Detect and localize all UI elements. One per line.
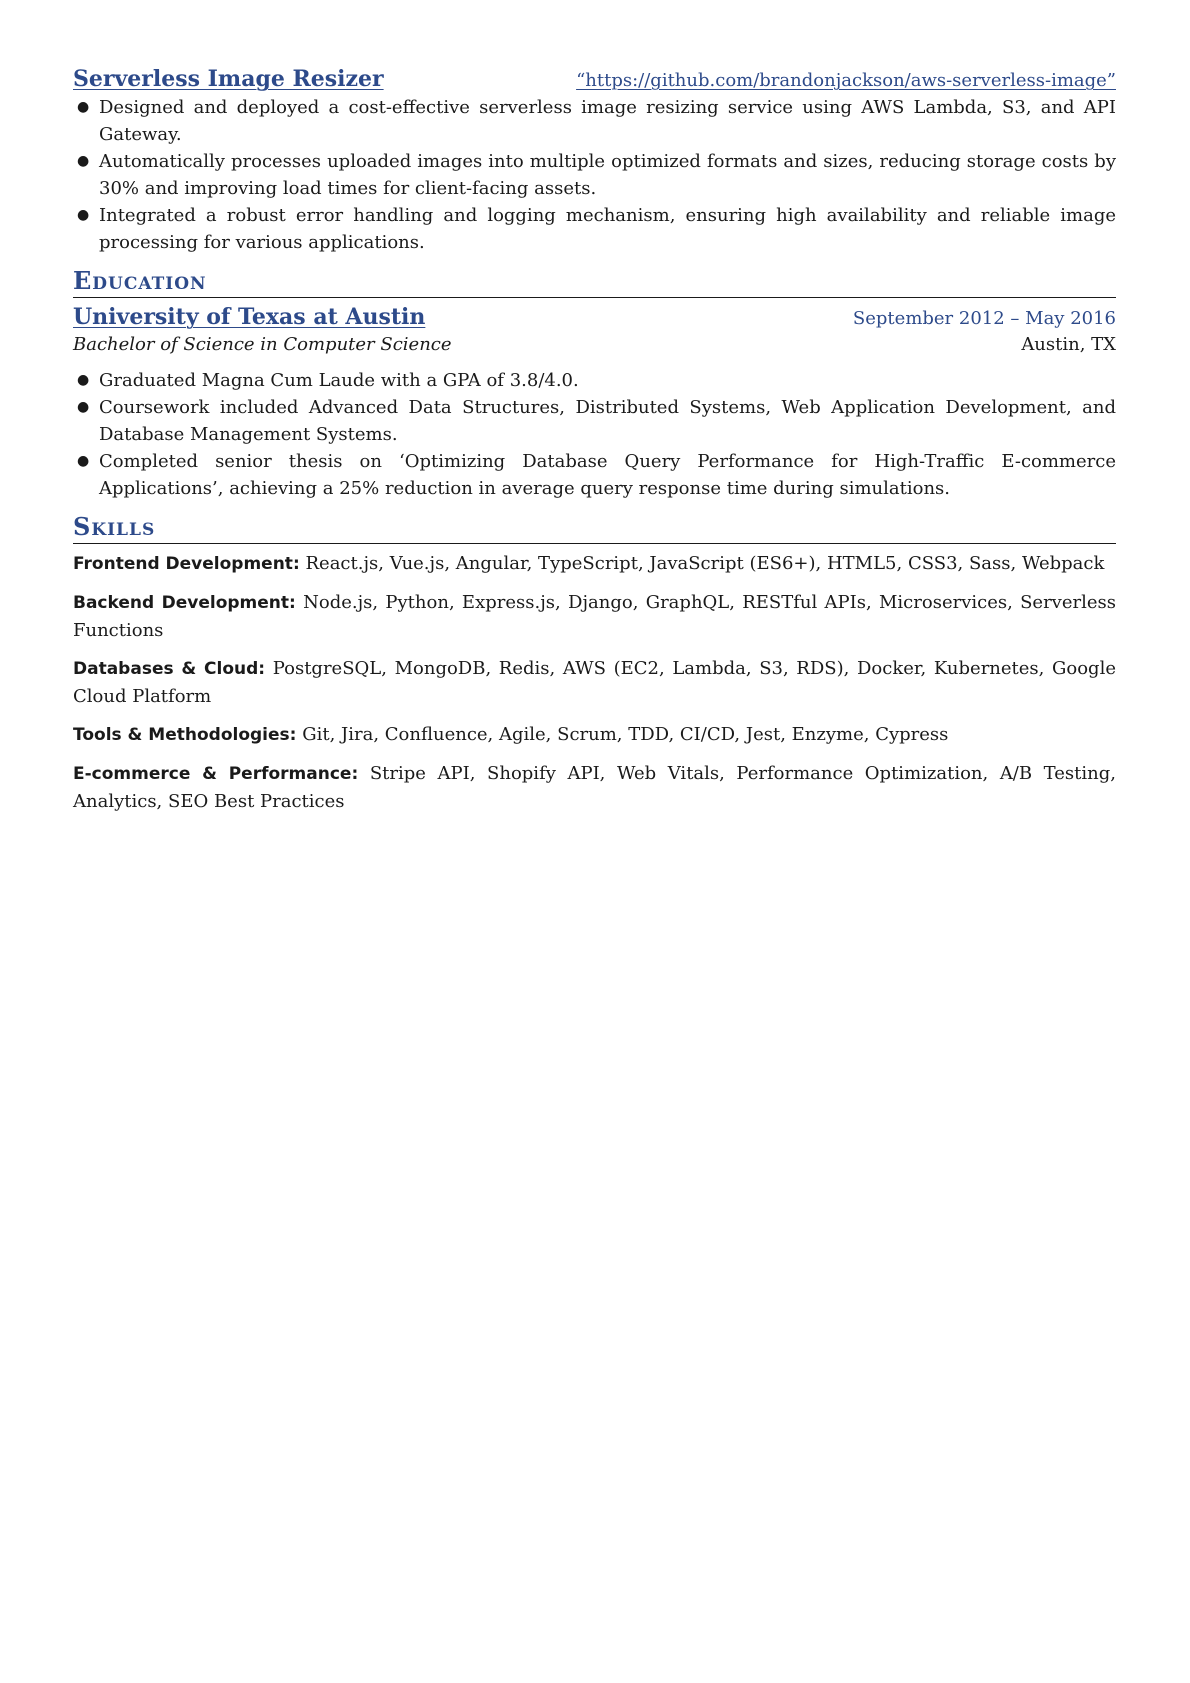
skills-list — [73, 550, 1116, 815]
skill-row — [73, 655, 1116, 710]
education-dates: September 2012 – May 2016 — [852, 308, 1116, 329]
school-name[interactable]: University of Texas at Austin — [73, 304, 426, 330]
bullet-icon: ● — [77, 207, 90, 223]
list-item: ● Coursework included Advanced Data Structures, Distributed Systems, Web Application Development, and Database Management Systems. — [73, 394, 1116, 448]
bullet-icon: ● — [77, 453, 90, 469]
bullet-icon: ● — [77, 399, 90, 415]
skill-row — [73, 760, 1116, 815]
skill-category: E-commerce & Performance: — [73, 764, 359, 784]
skill-category: Backend Development: — [73, 593, 296, 613]
skill-category: Databases & Cloud: — [73, 659, 266, 679]
bullet-icon: ● — [77, 153, 90, 169]
project-header — [73, 66, 1116, 92]
list-item: ● Automatically processes uploaded images into multiple optimized formats and sizes, reducing storage costs by 30% and improving load times for client-facing assets. — [73, 148, 1116, 202]
education-subheader — [73, 334, 1116, 355]
skill-values: PostgreSQL, MongoDB, Redis, AWS (EC2, Lambda, S3, RDS), Docker, Kubernetes, Google Cloud Platform — [73, 658, 1116, 707]
skills-section — [73, 512, 1116, 815]
education-section — [73, 266, 1116, 502]
skill-values: Stripe API, Shopify API, Web Vitals, Performance Optimization, A/B Testing, Analytics, SEO Best Practices — [73, 763, 1116, 812]
project-bullets — [73, 94, 1116, 256]
skill-category: Tools & Methodologies: — [73, 725, 297, 745]
skill-row — [73, 721, 1116, 749]
project-link[interactable]: “https://github.com/brandonjackson/aws-serverless-image” — [576, 70, 1116, 91]
education-header — [73, 304, 1116, 330]
education-location: Austin, TX — [1021, 334, 1116, 355]
skill-values: React.js, Vue.js, Angular, TypeScript, JavaScript (ES6+), HTML5, CSS3, Sass, Webpack — [305, 553, 1105, 574]
list-item: ● Graduated Magna Cum Laude with a GPA of 3.8/4.0. — [73, 367, 1116, 394]
skill-values: Git, Jira, Confluence, Agile, Scrum, TDD, CI/CD, Jest, Enzyme, Cypress — [302, 724, 949, 745]
degree: Bachelor of Science in Computer Science — [73, 334, 452, 355]
education-bullets — [73, 367, 1116, 502]
list-item: ● Integrated a robust error handling and logging mechanism, ensuring high availability and reliable image processing for various applications. — [73, 202, 1116, 256]
skill-category: Frontend Development: — [73, 554, 300, 574]
project-title[interactable]: Serverless Image Resizer — [73, 66, 384, 92]
skill-row — [73, 589, 1116, 644]
bullet-icon: ● — [77, 372, 90, 388]
section-heading-education: Education — [73, 266, 1116, 298]
section-heading-skills: Skills — [73, 512, 1116, 544]
list-item: ● Completed senior thesis on ‘Optimizing Database Query Performance for High-Traffic E-commerce Applications’, achieving a 25% reduction in average query response time during simulations. — [73, 448, 1116, 502]
skill-values: Node.js, Python, Express.js, Django, GraphQL, RESTful APIs, Microservices, Serverless Functions — [73, 592, 1116, 641]
project-entry — [73, 66, 1116, 256]
skill-row — [73, 550, 1116, 578]
bullet-icon: ● — [77, 99, 90, 115]
list-item: ● Designed and deployed a cost-effective serverless image resizing service using AWS Lambda, S3, and API Gateway. — [73, 94, 1116, 148]
